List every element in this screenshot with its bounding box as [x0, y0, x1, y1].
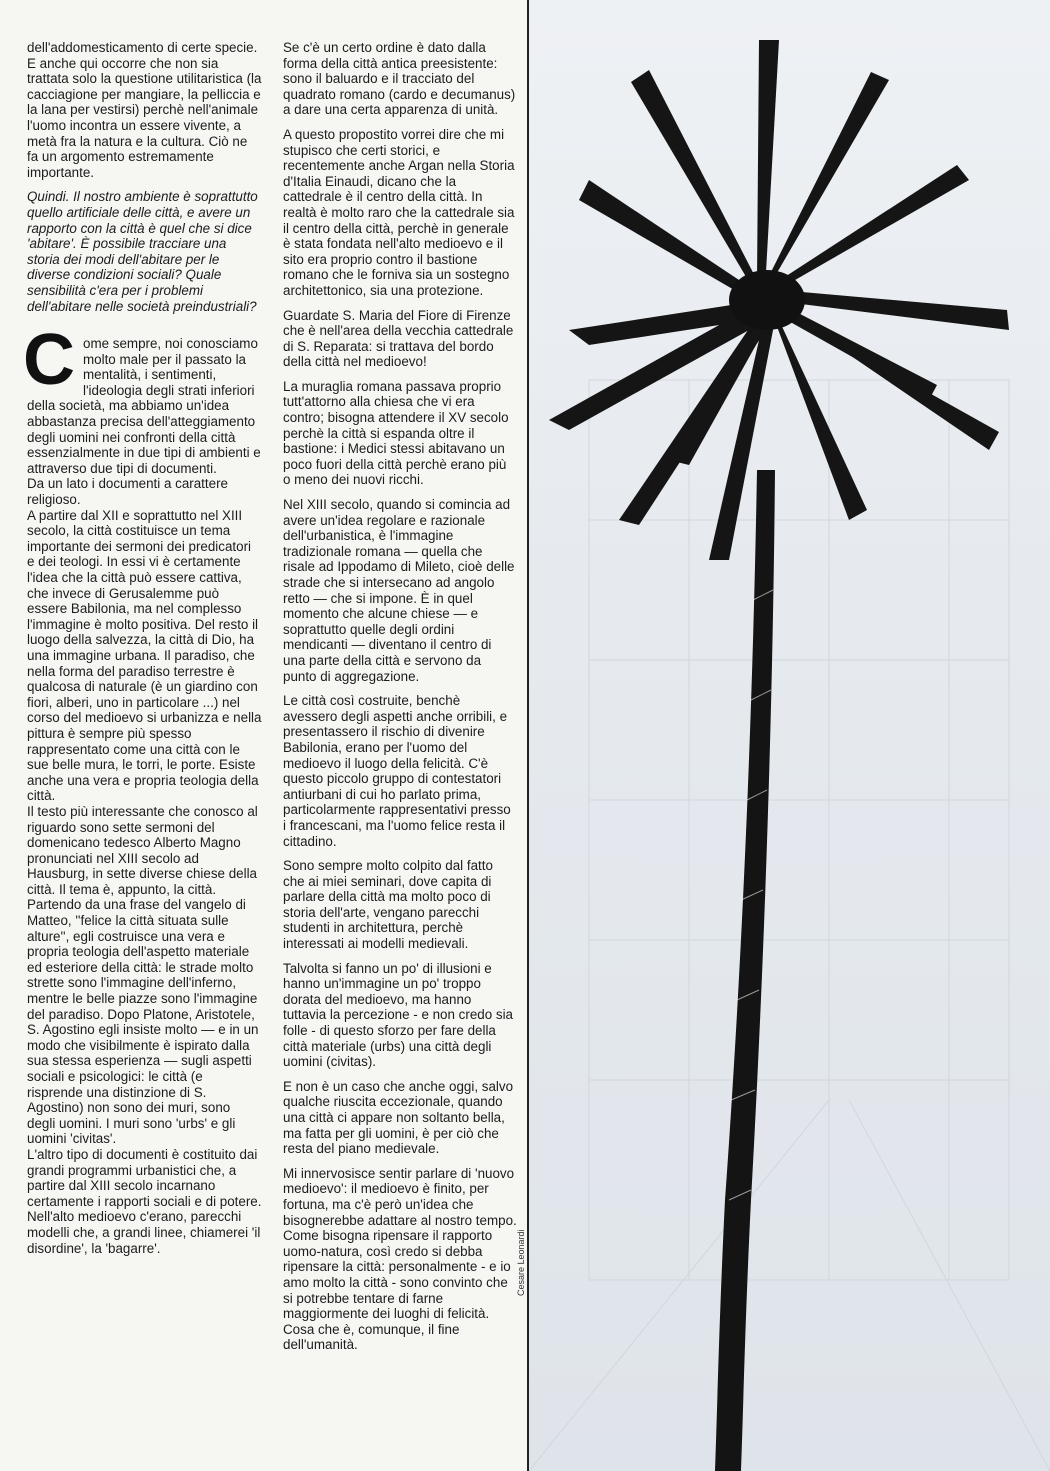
paragraph: L'altro tipo di documenti è costituito dai grandi programmi urbanistici che, a partire dal XIII secolo incarnano certamente i rapporti sociali e di potere. Nell'alto medioevo c'erano, parecchi modelli che, a grandi linee, chiamerei 'il disordine', la 'bagarre'.: [27, 1146, 262, 1256]
paragraph: Talvolta si fanno un po' di illusioni e hanno un'immagine un po' troppo dorata del medioevo, ma hanno tuttavia la percezione - e non credo sia folle - di questo sforzo per fare della città materiale (urbs) una città degli uomini (civitas).: [283, 960, 514, 1070]
middle-text-column: [283, 40, 517, 1362]
answer-block: [23, 320, 262, 1256]
interview-question: Quindi. Il nostro ambiente è soprattutto quello artificiale delle città, e avere un rapporto con la città è quel che si dice 'abitare'. È possibile tracciare una storia dei modi dell'abitare per le diverse condizioni sociali? Quale sensibilità c'era per i problemi dell'abitare nelle società preindustriali?: [27, 189, 258, 314]
left-text-column: [23, 40, 262, 1256]
paragraph: ome sempre, noi conosciamo molto male per il passato la mentalità, i sentimenti, l'ideologia degli strati inferiori della società, ma abbiamo un'idea abbastanza precisa dell'atteggiamento degli uomini nei confronti della città essenzialmente in due tipi di ambienti e attraverso due tipi di documenti.: [27, 336, 261, 476]
paragraph: Il testo più interessante che conosco al riguardo sono sette sermoni del domenicano tedesco Alberto Magno pronunciati nel XIII secolo ad Hausburg, in sette diverse chiese della città. Il tema è, appunto, la città. Partendo da una frase del vangelo di Matteo, ''felice la città situata sulle alture'', egli costruisce una vera e propria teologia dell'aspetto materiale ed esteriore della città: le strade molto strette sono l'immagine dell'inferno, mentre le belle piazze sono l'immagine del paradiso. Dopo Platone, Aristotele, S. Agostino egli insiste molto — e in un modo che visibilmente è ispirato dalla sua stessa esperienza — sugli aspetti sociali e psicologici: le città (e risprende una distinzione di S. Agostino) non sono dei muri, sono degli uomini. I muri sono 'urbs' e gli uomini 'civitas'.: [27, 803, 259, 1147]
paragraph: dell'addomesticamento di certe specie. E anche qui occorre che non sia trattata solo la questione utilitaristica (la cacciagione per mangiare, la pelliccia e la lana per vestirsi) perchè nell'animale l'uomo incontra un essere vivente, a metà fra la natura e la cultura. Ciò ne fa un argomento estremamente importante.: [27, 40, 262, 180]
paragraph: A questo propostito vorrei dire che mi stupisco che certi storici, e recentemente anche Argan nella Storia d'Italia Einaudi, dicano che la cattedrale è il centro della città. In realtà è molto raro che la cattedrale sia il centro della città, perchè in generale è stata fondata nell'alto medioevo e il sito era proprio contro il bastione romano che le forniva sia un sostegno architettonico, sia una protezione.: [283, 126, 515, 298]
paragraph: Nel XIII secolo, quando si comincia ad avere un'idea regolare e razionale dell'urbanistica, è l'immagine tradizionale romana — quella che risale ad Ippodamo di Mileto, cioè delle strade che si intersecano ad angolo retto — che si impone. È in quel momento che alcune chiese — e soprattutto quelle degli ordini mendicanti — diventano il centro di una parte della città e servono da punto di aggregazione.: [283, 497, 515, 684]
illustration-credit: Cesare Leonardi: [516, 1229, 526, 1296]
paragraph: Mi innervosisce sentir parlare di 'nuovo medioevo': il medioevo è finito, per fortuna, ma c'è però un'idea che bisognerebbe adattare al nostro tempo. Come bisogna ripensare il rapporto uomo-natura, così credo si debba ripensare la città: personalmente - e io amo molto la città - sono convinto che si potrebbe tentare di farne maggiormente dei luoghi di felicità. Cosa che è, comunque, il fine dell'umanità.: [283, 1165, 517, 1353]
paragraph: Le città così costruite, benchè avessero degli aspetti anche orribili, e presentassero il rischio di divenire Babilonia, erano per l'uomo del medioevo il luogo della felicità. C'è questo piccolo gruppo di contestatori antiurbani di cui ho parlato prima, particolarmente rappresentativi presso i francescani, ma l'uomo felice resta il cittadino.: [283, 693, 511, 849]
paragraph: La muraglia romana passava proprio tutt'attorno alla chiesa che vi era contro; bisogna attendere il XV secolo perchè la città si espanda oltre il bastione: i Medici stessi abitavano un poco fuori della città perchè erano più o meno dei nuovi ricchi.: [283, 378, 509, 488]
palm-tree-illustration: [529, 0, 1050, 1471]
paragraph: E non è un caso che anche oggi, salvo qualche riuscita eccezionale, quando una città ci appare non soltanto bella, ma fatta per gli uomini, è per ciò che resta del piano medievale.: [283, 1078, 514, 1157]
paragraph: Sono sempre molto colpito dal fatto che ai miei seminari, dove capita di parlare della città ma molto poco di storia dell'arte, vengano parecchi studenti in architettura, perchè interessati ai modelli medievali.: [283, 858, 493, 952]
paragraph: A partire dal XII e soprattutto nel XIII secolo, la città costituisce un tema importante dei sermoni dei predicatori e dei teologi. In essi vi è certamente l'idea che la città può essere cattiva, che invece di Gerusalemme può essere Babilonia, ma nel complesso l'immagine è molto positiva. Del resto il luogo della salvezza, la città di Dio, ha una immagine urbana. Il paradiso, che nella forma del paradiso terrestre è qualcosa di naturale (è un giardino con fiori, alberi, uno in particolare ...) nel corso del medioevo si urbanizza e nella pittura è sempre più spesso rappresentato come una città con le sue belle mura, le torri, le porte. Esiste anche una vera e propria teologia della città.: [27, 507, 262, 804]
paragraph: Guardate S. Maria del Fiore di Firenze che è nell'area della vecchia cattedrale di S. Reparata: si trattava del bordo della città nel medioevo!: [283, 307, 514, 370]
paragraph: Se c'è un certo ordine è dato dalla forma della città antica preesistente: sono il baluardo e il tracciato del quadrato romano (cardo e decumanus) a dare una certa apparenza di unità.: [283, 40, 516, 118]
paragraph: Da un lato i documenti a carattere religioso.: [27, 476, 228, 508]
drop-cap: C: [23, 320, 75, 401]
